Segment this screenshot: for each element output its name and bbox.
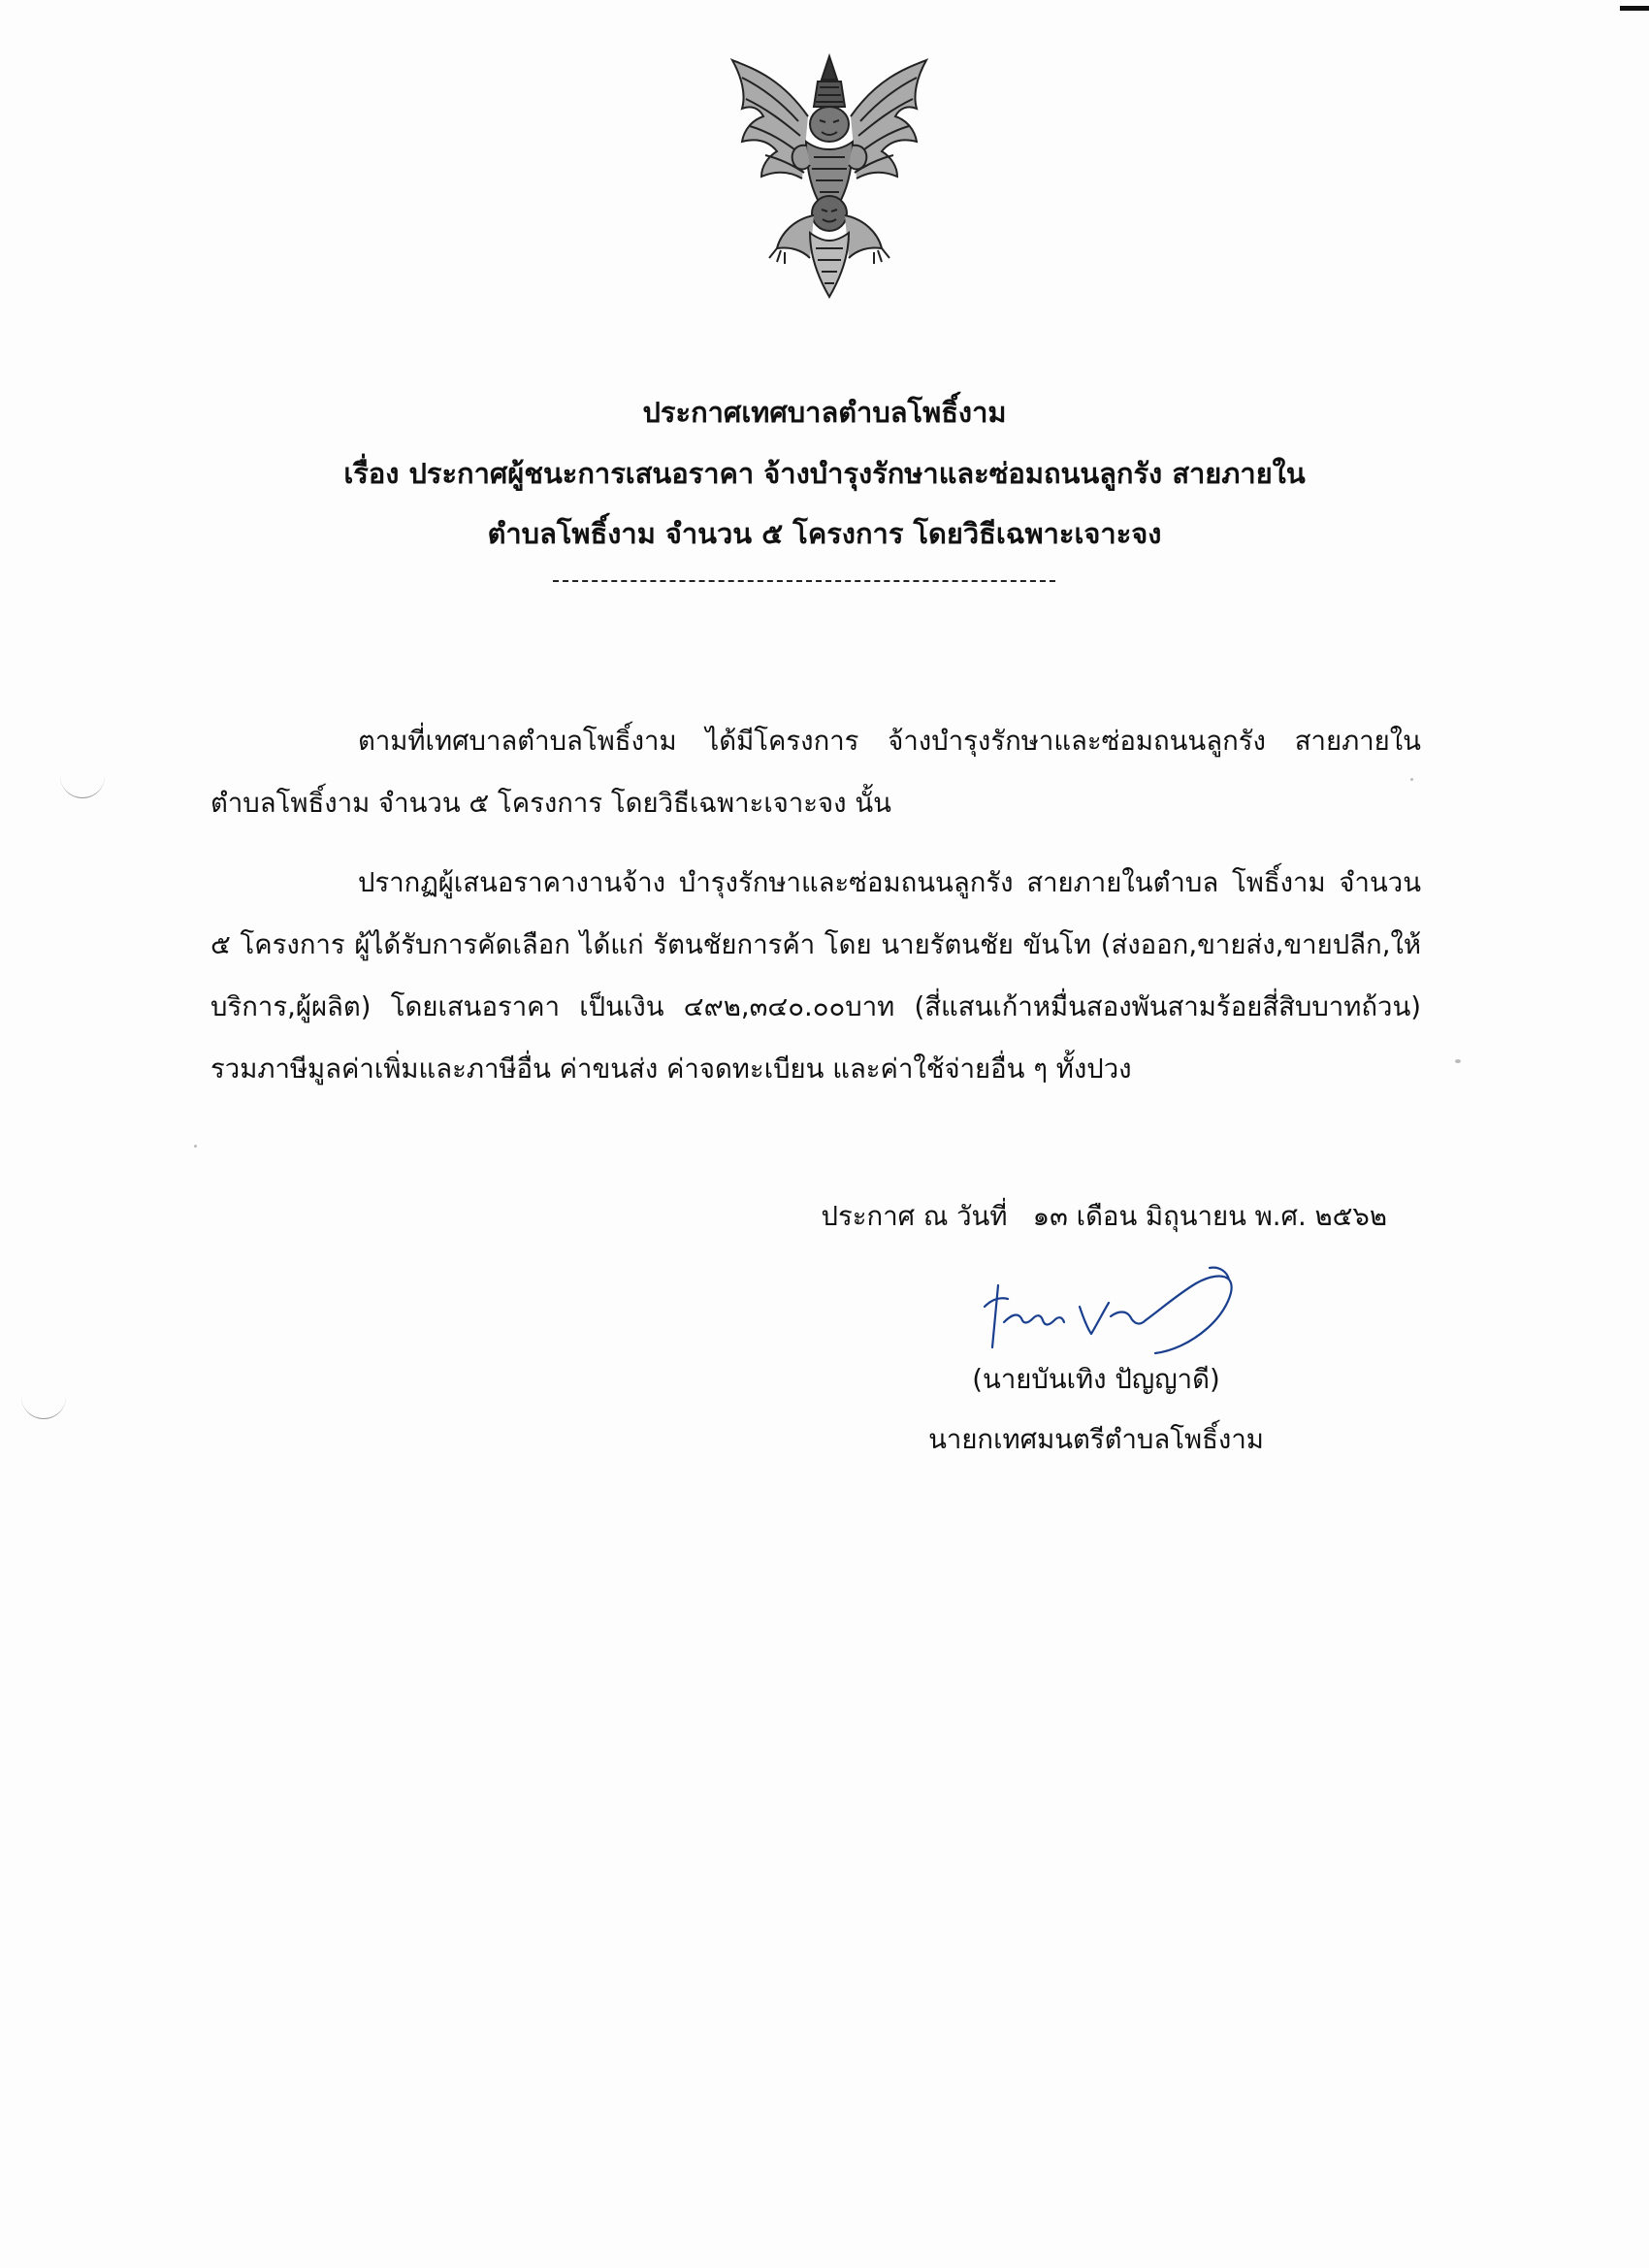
signer-name: (นายบันเทิง ปัญญาดี): [972, 1364, 1220, 1395]
body-paragraph-2: ปรากฏผู้เสนอราคางานจ้าง บำรุงรักษาและซ่อมถนนลูกรัง สายภายในตำบล โพธิ์งาม จำนวน ๕ โครงการ ผู้ได้รับการคัดเลือก ได้แก่ รัตนชัยการค้า โดย นายรัตนชัย ขันโท (ส่งออก,ขายส่ง,ขายปลีก,ให้บริการ,ผู้ผลิต) โดยเสนอราคา เป็นเงิน ๔๙๒,๓๔๐.๐๐บาท (สี่แสนเก้าหมื่นสองพันสามร้อยสี่สิบบาทถ้วน) รวมภาษีมูลค่าเพิ่มและภาษีอื่น ค่าขนส่ง ค่าจดทะเบียน และค่าใช้จ่ายอื่น ๆ ทั้งปวง: [210, 867, 1421, 1085]
scan-speck: [194, 1145, 197, 1148]
body-paragraph-1: ตามที่เทศบาลตำบลโพธิ์งาม ได้มีโครงการ จ้างบำรุงรักษาและซ่อมถนนลูกรัง สายภายในตำบลโพธิ์งาม จำนวน ๕ โครงการ โดยวิธีเฉพาะเจาะจง นั้น: [210, 726, 1421, 819]
scan-corner-mark: [1620, 6, 1649, 11]
signature-icon: [965, 1256, 1266, 1373]
punch-hole-mark: [21, 1397, 66, 1419]
punch-hole-mark: [60, 776, 105, 798]
scan-speck: [1410, 778, 1413, 781]
heading-divider: [553, 580, 1055, 582]
subject-line-2: ตำบลโพธิ์งาม จำนวน ๕ โครงการ โดยวิธีเฉพาะเจาะจง: [487, 517, 1162, 550]
announcement-date: ประกาศ ณ วันที่ ๑๓ เดือน มิถุนายน พ.ศ. ๒๕๖๒: [821, 1201, 1387, 1232]
signer-title: นายกเทศมนตรีตำบลโพธิ์งาม: [928, 1424, 1264, 1455]
subject-line-1: เรื่อง ประกาศผู้ชนะการเสนอราคา จ้างบำรุงรักษาและซ่อมถนนลูกรัง สายภายใน: [343, 457, 1306, 490]
garuda-emblem-icon: [713, 49, 946, 306]
announcement-title: ประกาศเทศบาลตำบลโพธิ์งาม: [642, 396, 1007, 429]
scan-speck: [1455, 1059, 1461, 1063]
